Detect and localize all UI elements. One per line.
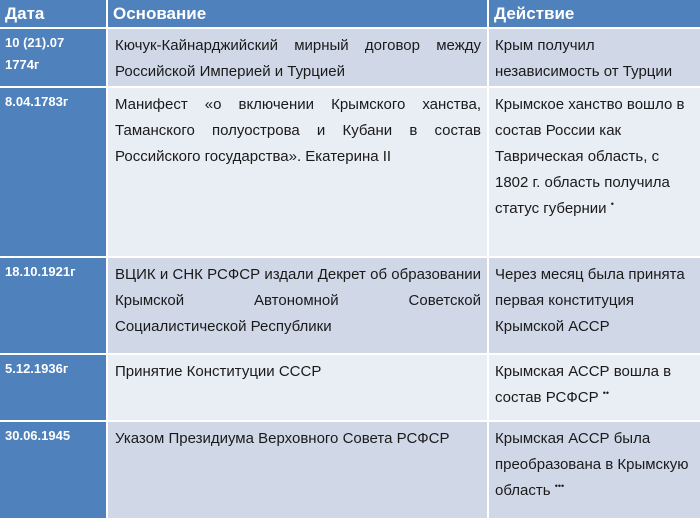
table-row-date	[0, 29, 106, 86]
action-text: Крымское ханство вошло в состав России как Таврическая область, с 1802 г. область получила статус губернии	[495, 96, 685, 217]
table-row-date	[0, 88, 106, 256]
date-text: 10 (21).07	[5, 35, 65, 50]
date-text: 5.12.1936г	[5, 361, 69, 376]
table-row-action	[489, 88, 700, 256]
date-text: 8.04.1783г	[5, 94, 69, 109]
footnote-mark: •••	[554, 481, 565, 491]
action-text: Крым получил независимость от Турции	[495, 37, 673, 80]
table-row-basis: ВЦИК и СНК РСФСР издали Декрет об образовании Крымской Автономной Советской Социалистической Республики	[108, 258, 487, 353]
date-text: 1774г	[5, 57, 40, 72]
table-row-action	[489, 422, 700, 518]
action-text: Через месяц была принята первая конституция Крымской АССР	[495, 266, 685, 335]
table-row-basis: Указом Президиума Верховного Совета РСФСР	[108, 422, 487, 518]
header-date: Дата	[0, 0, 106, 27]
table-row-basis: Кючук-Кайнарджийский мирный договор между Российской Империей и Турцией	[108, 29, 487, 86]
action-text: Крымская АССР была преобразована в Крымскую область	[495, 430, 689, 499]
header-basis: Основание	[108, 0, 487, 27]
table-row-date	[0, 258, 106, 353]
date-text: 18.10.1921г	[5, 264, 76, 279]
footnote-mark: •	[610, 199, 614, 209]
table-row-date	[0, 355, 106, 420]
footnote-mark: ••	[602, 388, 610, 398]
action-text: Крымская АССР вошла в состав РСФСР	[495, 363, 672, 406]
header-action: Действие	[489, 0, 700, 27]
table-row-action	[489, 355, 700, 420]
date-text: 30.06.1945	[5, 428, 71, 443]
table-row-action	[489, 29, 700, 86]
table-row-date	[0, 422, 106, 518]
table-row-action	[489, 258, 700, 353]
table-row-basis: Манифест «о включении Крымского ханства, Таманского полуострова и Кубани в состав Российского государства». Екатерина II	[108, 88, 487, 256]
table-row-basis: Принятие Конституции СССР	[108, 355, 487, 420]
